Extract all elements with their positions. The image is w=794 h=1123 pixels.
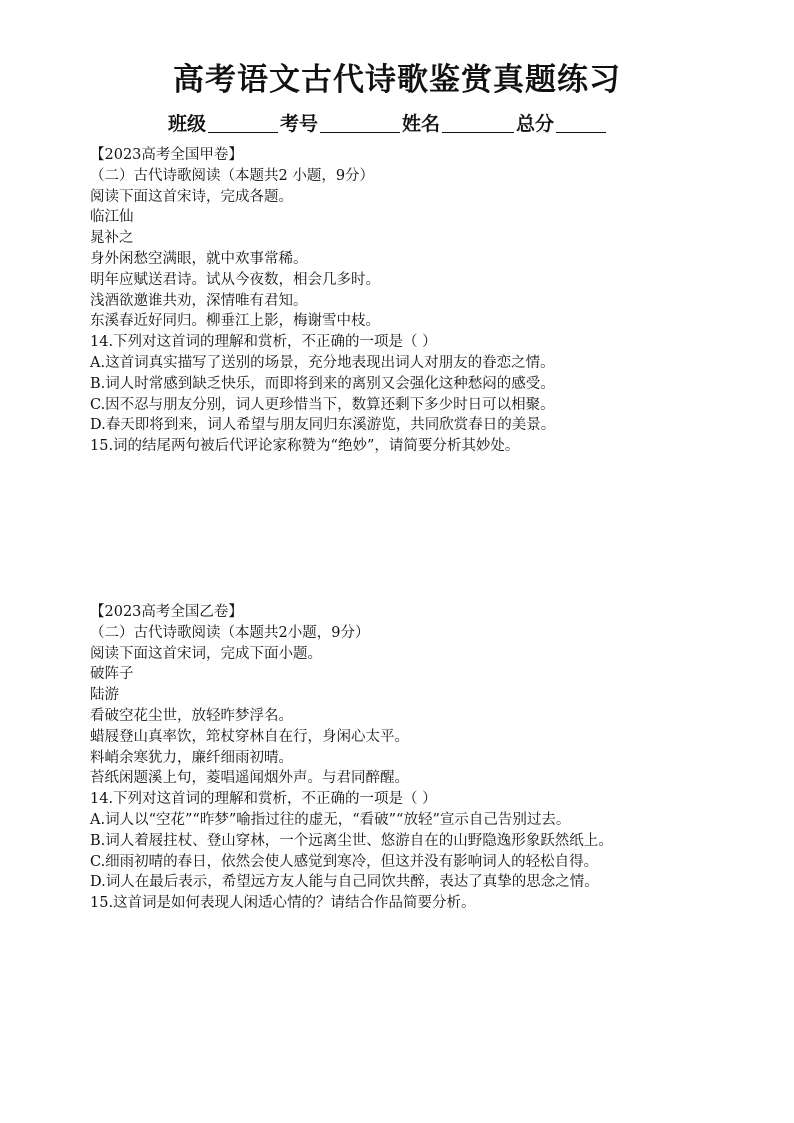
option-b: B.词人着屐拄杖、登山穿林，一个远离尘世、悠游自在的山野隐逸形象跃然纸上。 (90, 832, 613, 849)
poem-line: 东溪春近好同归。柳垂江上影，梅谢雪中枝。 (90, 313, 380, 330)
poem-author: 陆游 (90, 687, 119, 704)
score-label: 总分 (516, 113, 555, 135)
question-15: 15.这首词是如何表现人闲适心情的？请结合作品简要分析。 (90, 895, 476, 912)
option-b: B.词人时常感到缺乏快乐，而即将到来的离别又会强化这种愁闷的感受。 (90, 375, 555, 392)
section-subtitle: （二）古代诗歌阅读（本题共2小题，9分） (90, 624, 370, 641)
page-title: 高考语文古代诗歌鉴赏真题练习 (173, 62, 621, 98)
score-blank (556, 112, 606, 133)
question-14: 14.下列对这首词的理解和赏析，不正确的一项是（ ） (90, 791, 437, 808)
section-source: 【2023高考全国甲卷】 (90, 147, 243, 163)
poem-author: 晁补之 (90, 230, 134, 247)
section-source: 【2023高考全国乙卷】 (90, 604, 243, 620)
number-blank (320, 112, 400, 133)
option-a: A.词人以“空花”“昨梦”喻指过往的虚无，“看破”“放轻”宣示自己告别过去。 (90, 811, 571, 828)
name-label: 姓名 (402, 113, 441, 135)
section-subtitle: （二）古代诗歌阅读（本题共2 小题，9分） (90, 167, 375, 184)
name-blank (442, 112, 514, 133)
option-c: C.细雨初晴的春日，依然会使人感觉到寒冷，但这并没有影响词人的轻松自得。 (90, 853, 599, 870)
option-a: A.这首词真实描写了送别的场景，充分地表现出词人对朋友的眷恋之情。 (90, 354, 555, 371)
poem-line: 浅酒欲邀谁共劝，深情唯有君知。 (90, 292, 308, 309)
poem-line: 看破空花尘世，放轻昨梦浮名。 (90, 707, 293, 724)
section-yi (90, 602, 730, 914)
question-15: 15.词的结尾两句被后代评论家称赞为“绝妙”，请简要分析其妙处。 (90, 438, 520, 455)
poem-line: 蜡屐登山真率饮，筇杖穿林自在行，身闲心太平。 (90, 728, 409, 745)
poem-line: 料峭余寒犹力，廉纤细雨初晴。 (90, 749, 293, 766)
poem-line: 苔纸闲题溪上句，菱唱遥闻烟外声。与君同醉醒。 (90, 770, 409, 787)
poem-title: 临江仙 (90, 209, 134, 226)
option-c: C.因不忍与朋友分别，词人更珍惜当下，数算还剩下多少时日可以相聚。 (90, 396, 555, 413)
section-instruction: 阅读下面这首宋词，完成下面小题。 (90, 645, 322, 662)
question-14: 14.下列对这首词的理解和赏析，不正确的一项是（ ） (90, 334, 437, 351)
poem-line: 身外闲愁空满眼，就中欢事常稀。 (90, 250, 308, 267)
option-d: D.春天即将到来，词人希望与朋友同归东溪游览，共同欣赏春日的美景。 (90, 417, 556, 434)
section-jia (90, 145, 730, 457)
number-label: 考号 (280, 113, 319, 135)
student-info-line (168, 110, 608, 138)
section-instruction: 阅读下面这首宋诗，完成各题。 (90, 188, 293, 205)
class-blank (208, 112, 278, 133)
poem-line: 明年应赋送君诗。试从今夜数，相会几多时。 (90, 271, 380, 288)
class-label: 班级 (168, 113, 207, 135)
poem-title: 破阵子 (90, 666, 134, 683)
option-d: D.词人在最后表示，希望远方友人能与自己同饮共醉，表达了真挚的思念之情。 (90, 874, 599, 891)
